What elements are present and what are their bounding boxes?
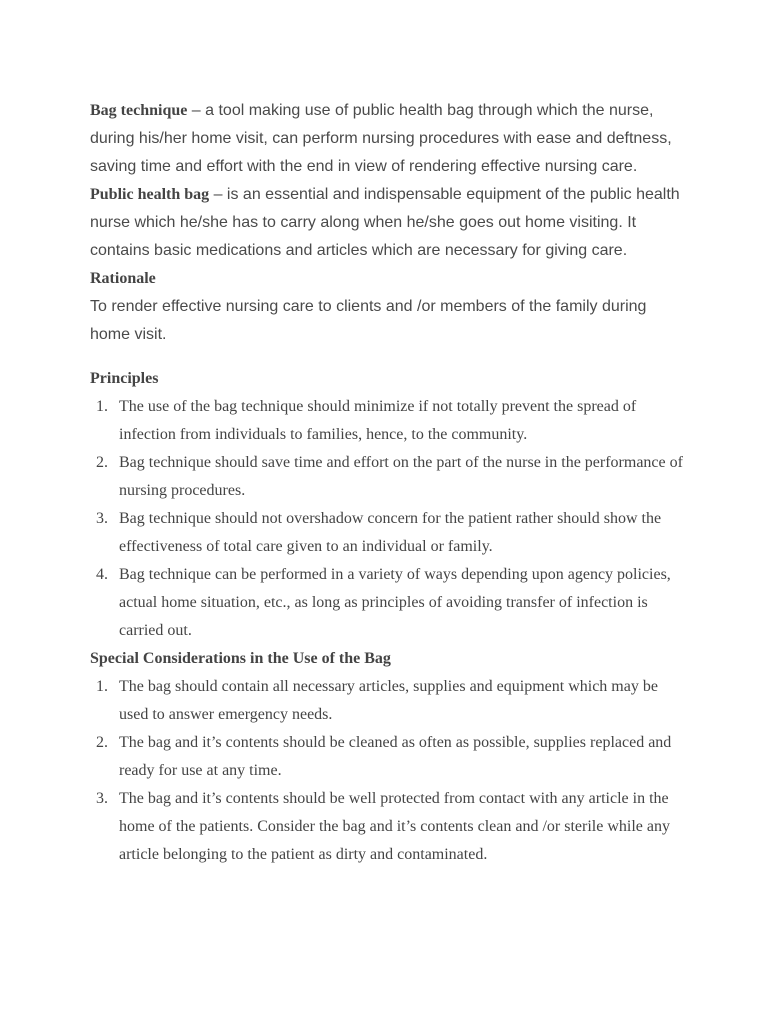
list-item-text: The bag and it’s contents should be cleaned as often as possible, supplies replaced and ready for use at any time. (119, 734, 672, 779)
list-item (90, 729, 690, 785)
list-item-number: 2. (96, 454, 108, 471)
list-item (90, 505, 690, 561)
list-item (90, 449, 690, 505)
list-item-number: 1. (96, 398, 108, 415)
public-health-bag-term: Public health bag (90, 186, 210, 203)
rationale-heading: Rationale (90, 270, 156, 287)
list-item-number: 1. (96, 678, 108, 695)
bag-technique-paragraph (90, 97, 690, 181)
list-item (90, 673, 690, 729)
principles-heading: Principles (90, 370, 159, 387)
list-item-number: 2. (96, 734, 108, 751)
special-considerations-list (90, 673, 690, 869)
public-health-bag-definition: – is an essential and indispensable equipment of the public health nurse which he/she has to carry along when he/she goes out home visiting. It contains basic medications and articles which are necessary for giving care. (90, 186, 680, 259)
list-item-text: Bag technique should save time and effort on the part of the nurse in the performance of nursing procedures. (119, 454, 683, 499)
special-considerations-heading: Special Considerations in the Use of the Bag (90, 650, 391, 667)
list-item-text: Bag technique should not overshadow concern for the patient rather should show the effectiveness of total care given to an individual or family. (119, 510, 662, 555)
document-page (90, 97, 690, 869)
list-item-text: Bag technique can be performed in a variety of ways depending upon agency policies, actual home situation, etc., as long as principles of avoiding transfer of infection is carried out. (119, 566, 671, 639)
list-item-text: The bag should contain all necessary articles, supplies and equipment which may be used to answer emergency needs. (119, 678, 658, 723)
list-item (90, 393, 690, 449)
rationale-text: To render effective nursing care to clients and /or members of the family during home visit. (90, 298, 647, 343)
list-item-number: 3. (96, 510, 108, 527)
list-item-number: 3. (96, 790, 108, 807)
section-gap (90, 349, 690, 365)
principles-list (90, 393, 690, 645)
list-item-number: 4. (96, 566, 108, 583)
list-item-text: The use of the bag technique should minimize if not totally prevent the spread of infection from individuals to families, hence, to the community. (119, 398, 637, 443)
bag-technique-definition: – a tool making use of public health bag through which the nurse, during his/her home visit, can perform nursing procedures with ease and deftness, saving time and effort with the end in view of rendering effective nursing care. (90, 102, 672, 175)
list-item (90, 785, 690, 869)
bag-technique-term: Bag technique (90, 102, 188, 119)
list-item-text: The bag and it’s contents should be well protected from contact with any article in the home of the patients. Consider the bag and it’s contents clean and /or sterile while any article belonging to the patient as dirty and contaminated. (119, 790, 670, 863)
public-health-bag-paragraph (90, 181, 690, 265)
list-item (90, 561, 690, 645)
